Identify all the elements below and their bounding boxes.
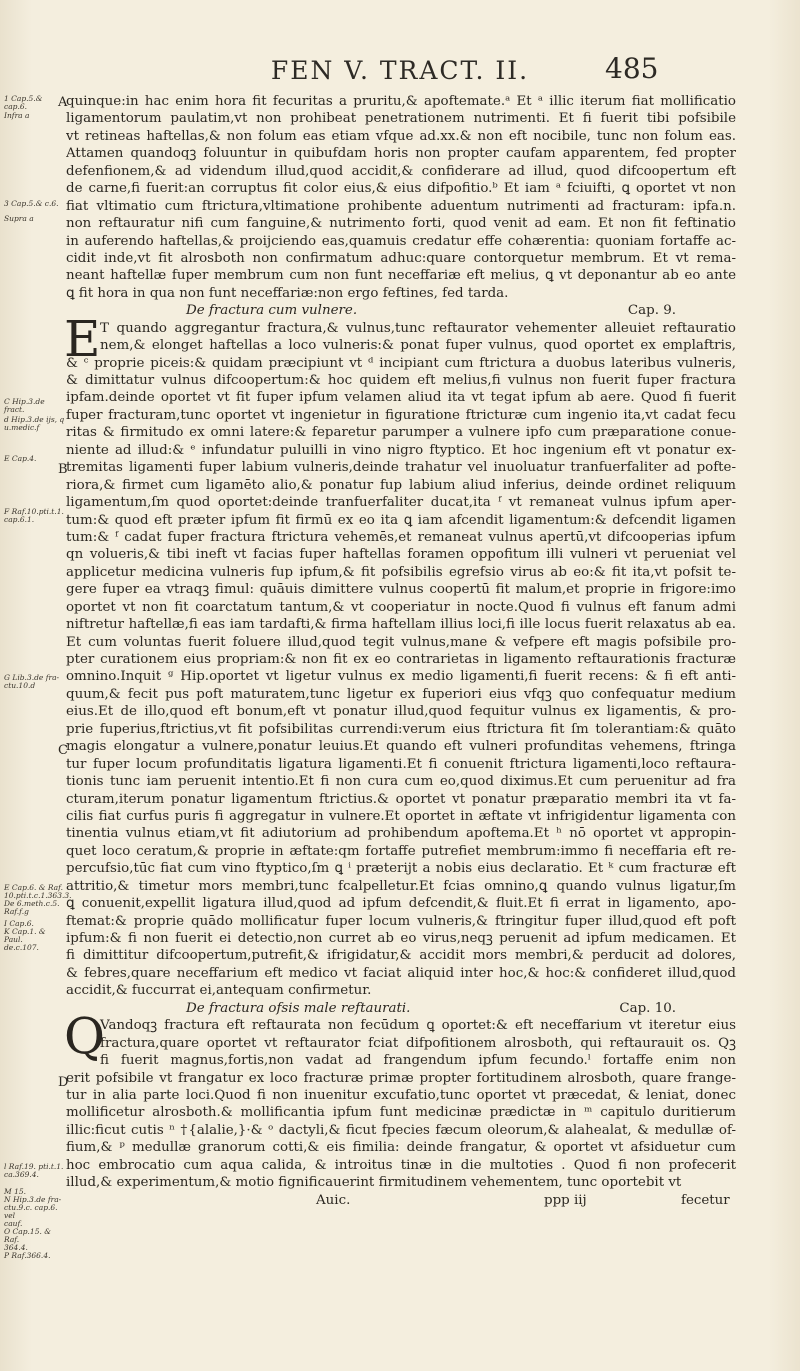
margin-note: d Hip.3.de ijs, q u.medic.f <box>4 415 65 432</box>
text-line: neant haftellæ fuper membrum cum non funt neceffariæ eft melius, ꝗ vt deponantur ab eo ante <box>66 268 736 284</box>
text-line: magis elongatur a vulnere,ponatur leuius.Et quando eft vulneri profunditas vehemens, ftringa <box>66 739 736 755</box>
text-line: Et cum voluntas fuerit foluere illud,quod tegit vulnus,mane & vefpere eft magis pofsibile pro- <box>66 634 736 650</box>
text-line: & dimittatur vulnus difcoopertum:& hoc quidem eft melius,fi vulnus non fuerit fuper fractura <box>66 373 736 388</box>
margin-note: I Cap.6. K Cap.1. & Paul. de.c.107. <box>4 919 46 952</box>
drop-initial: E <box>64 309 101 368</box>
text-line: ipfam.deinde oportet vt fit fuper ipfum velamen aliud ita vt tegat ipfum ab aere. Quod fi fuerit <box>66 390 736 406</box>
text-line: tum:& ᶠ cadat fuper fractura ftrictura vehemēs,et remaneat vulnus apertū,vt difcooperias ipfum <box>66 529 736 545</box>
text-line: vt retineas haftellas,& non folum eas etiam vfque ad.xx.& non eft nocibile, tunc non folum eas. <box>66 128 736 144</box>
text-line: eius.Et de illo,quod eft bonum,eft vt ponatur illud,quod fequitur vulnus ex ligamentis, & pro- <box>66 704 736 720</box>
text-line: & ᶜ proprie piceis:& quidam præcipiunt vt ᵈ incipiant cum ftrictura a duobus lateribus vulneris, <box>66 355 736 371</box>
drop-initial: Q <box>64 1007 105 1066</box>
text-line: Vandoqꝫ fractura eft reftaurata non fecūdum ꝗ oportet:& eft neceffarium vt iteretur eius <box>100 1018 736 1034</box>
text-line: tum:& quod eft præter ipfum fit firmū ex eo ita ꝗ iam afcendit ligamentum:& defcendit ligamen <box>66 512 736 528</box>
text-line: tremitas ligamenti fuper labium vulneris,deinde trahatur vel inuoluatur tranfuerfaliter ad pofte- <box>66 460 736 476</box>
text-line: gere fuper ea vtraqꝫ fimul: quāuis dimittere vulnus coopertū fit malum,et proprie in frigore:imo <box>66 582 736 598</box>
text-line: tur in alia parte loci.Quod fi non inuenitur excufatio,tunc oportet vt præcedat, & leniat, donec <box>66 1087 736 1103</box>
text-line: illud,& experimentum,& motio fignificauerint firmitudinem vehementem, tunc oportebit vt <box>66 1175 682 1191</box>
chapter-heading-10 <box>66 1000 736 1017</box>
margin-note: F Raf.10.pti.t.1. cap.6.1. <box>4 507 64 524</box>
text-line: prie fuperius,ftrictius,vt fit pofsibilitas currendi:verum eius ftrictura fit ſm tolerantiam:& quāto <box>66 721 736 737</box>
chapter-heading-9 <box>66 302 736 319</box>
margin-note: 3 Cap.5.& c.6. <box>4 199 59 208</box>
text-line: cilis fiat curfus puris fi aggregatur in vulnere.Et oportet in æftate vt infrigidentur ligamenta con <box>66 808 736 824</box>
text-line: in auferendo haftellas,& proijciendo eas,quamuis credatur effe cohærentia: quoniam fortaffe ac- <box>66 233 736 249</box>
signature-mark: ppp iij <box>544 1192 587 1208</box>
text-line: ꝗ conuenit,expellit ligatura illud,quod ad ipfum defcendit,& fluit.Et fi errat in ligamento, apo- <box>66 896 736 912</box>
text-line: erit pofsibile vt frangatur ex loco fracturæ primæ propter fortitudinem alrosboth, quare frange- <box>66 1070 736 1086</box>
text-line: cidit inde,vt fit alrosboth non confirmatum adhuc:quare contorquetur membrum. Et vt rema- <box>66 250 736 266</box>
text-line: quinque:in hac enim hora fit fecuritas a pruritu,& apoftemate.ᵃ Et ᵃ illic iterum fiat mollificatio <box>66 94 736 109</box>
page-number: 485 <box>605 52 659 85</box>
margin-note: l Raf.19. pti.t.1. ca.369.4. <box>4 1162 64 1179</box>
text-line: ftemat:& proprie quādo mollificatur fuper locum vulneris,& ftringitur fuper illud,quod eft poft <box>66 913 736 929</box>
text-line: riora,& firmet cum ligamēto alio,& ponatur fup labium aliud inferius, deinde ordinet reliquum <box>66 477 736 493</box>
text-line: defenfionem,& ad videndum illud,quod accidit,& confiderare ad illud, quod difcoopertum eft <box>66 163 736 179</box>
text-line: fiat vltimatio cum ftrictura,vltimatione prohibente aduentum nutrimenti ad fracturam: ipfa.n. <box>66 198 736 214</box>
text-line: mollificetur alrosboth.& mollificantia ipfum funt medicinæ prædictæ in ᵐ capitulo duritierum <box>66 1105 736 1121</box>
section-letter: D <box>58 1075 69 1090</box>
margin-notes <box>0 0 72 1371</box>
chapter-title: De fractura cum vulnere. <box>186 303 358 319</box>
text-line: Attamen quandoqꝫ foluuntur in quibufdam horis non propter caufam apparentem, fed propter <box>66 146 736 162</box>
text-line: niftretur haftellæ,fi eas iam tardafti,& firma haftellam illius loci,fi ille locus fuerit relaxatus ab ea. <box>66 617 736 633</box>
text-line: percufsio,tūc fiat cum vino ftyptico,ſm ꝗ ⁱ præterijt a nobis eius declaratio. Et ᵏ cum fracturæ eft <box>66 861 736 877</box>
paragraph-1 <box>66 93 736 302</box>
text-line: attritio,& timetur mors membri,tunc fcalpelletur.Et fcias omnino,ꝗ quando vulnus ligatur,ſm <box>66 878 736 894</box>
text-line: de carne,fi fuerit:an corruptus fit color eius,& eius difpofitio.ᵇ Et iam ᵃ fciuifti, ꝗ oportet vt non <box>66 181 736 197</box>
chapter-number: Cap. 9. <box>627 303 676 319</box>
section-letter: A <box>58 95 68 110</box>
text-line: nem,& elonget haftellas a loco vulneris:& ponat fuper vulnus, quod oportet ex emplaftris, <box>100 338 736 354</box>
text-line: quet loco ceratum,& proprie in æftate:qm fortaffe putrefiet membrum:immo fi neceffaria eft re- <box>66 843 736 859</box>
catchline <box>66 1192 736 1209</box>
text-line: applicetur medicina vulneris fup ipfum,& fit pofsibilis egrefsio virus ab eo:& fit ita,vt pofsit te- <box>66 564 736 580</box>
text-line: niente ad illud:& ᵉ infundatur puluilli in vino nigro ftyptico. Et hoc ingenium eft vt ponatur ex- <box>66 442 736 458</box>
text-line: accidit,& fuccurrat ei,antequam confirmetur. <box>66 983 372 999</box>
text-line: fi fuerit magnus,fortis,non vadat ad frangendum ipfum fecundo.ˡ fortaffe enim non <box>100 1053 736 1069</box>
text-line: illic:ficut cutis ⁿ †{alalie,}·& ᵒ dactyli,& ficut fpecies fæcum oleorum,& alahealat, & medullæ of- <box>66 1122 736 1138</box>
text-line: tionis tunc iam peruenit intentio.Et fi non cura cum eo,quod diximus.Et cum peruenitur ad fra <box>66 774 736 790</box>
page-header <box>0 52 800 92</box>
catchline-word: Auic. <box>316 1192 351 1208</box>
chapter-title: De fractura ofsis male reftaurati. <box>186 1000 411 1016</box>
text-line: ꝗ fit hora in qua non funt neceffariæ:non ergo feftines, fed tarda. <box>66 285 509 301</box>
text-line: & febres,quare neceffarium eft medico vt faciat aliquid inter hoc,& hoc:& confideret illud,quod <box>66 965 736 981</box>
text-line: fuper fracturam,tunc oportet vt ingenietur in figuratione ftricturæ cum ingenio ita,vt cadat fecu <box>66 407 736 423</box>
text-line: ligamentorum paulatim,vt non prohibeat penetrationem nutrimenti. Et fi fuerit tibi pofsibile <box>66 111 736 127</box>
text-line: fractura,quare oportet vt reftaurator fciat difpofitionem alrosboth, qui reftaurauit os. Qꝫ <box>100 1035 736 1051</box>
text-line: tinentia vulnus etiam,vt fit adiutorium ad prohibendum apoftema.Et ʰ nō oportet vt appropin- <box>66 826 736 842</box>
margin-note: E Cap.6. & Raf. 10.pti.t.c.1.363.3. De 6.meth.c.5. Raf.f.g <box>4 883 72 916</box>
text-line: fium,& ᵖ medullæ granorum cotti,& eis fimilia: deinde frangatur, & oportet vt afsiduetur cum <box>66 1140 736 1156</box>
text-line: T quando aggregantur fractura,& vulnus,tunc reftaurator vehementer alleuiet reftauratio <box>100 320 736 336</box>
running-head: FEN V. TRACT. II. <box>270 56 530 85</box>
text-line: pter curationem eius propriam:& non fit ex eo contrarietas in ligamento reftaurationis fracturæ <box>66 652 736 667</box>
section-letter: C <box>58 743 68 758</box>
chapter-number: Cap. 10. <box>619 1000 676 1016</box>
margin-note: 1 Cap.5.& cap.6. <box>4 94 43 111</box>
text-line: hoc embrocatio cum aqua calida, & introitus tinæ in die multoties . Quod fi non profecerit <box>66 1157 736 1173</box>
section-letter: B <box>58 462 68 477</box>
text-line: quum,& fecit pus poft maturatem,tunc ligetur ex fuperiori eius vfqꝫ quo confequatur medium <box>66 686 736 702</box>
text-line: tur fuper locum profunditatis ligatura ligamenti.Et fi conuenit ftrictura ligamenti,loco reftaura- <box>66 756 736 772</box>
margin-note: Supra a <box>4 214 34 223</box>
text-line: ligamentum,ſm quod oportet:deinde tranfuerfaliter ducat,ita ᶠ vt remaneat vulnus ipfum aper- <box>66 495 736 511</box>
text-line: qn volueris,& tibi ineft vt facias fuper haftellas foramen oppofitum illi vulneri vt perueniat vel <box>66 547 736 563</box>
margin-note: G Lib.3.de fra- ctu.10.d <box>4 673 60 690</box>
catchword: fecetur <box>681 1192 730 1208</box>
margin-note: M 15. N Hip.3.de fra- ctu.9.c. cap.6. vel cauf. O Cap.15. & Raf. 364.4. P Raf.366.4. <box>4 1187 62 1260</box>
text-line: ipfum:& fi non fuerit ei detectio,non curret ab eo virus,neqꝫ peruenit ad ipfum medicamen. Et <box>66 931 736 946</box>
text-line: cturam,iterum ponatur ligamentum ftrictius.& oportet vt ponatur præparatio membri ita vt fa- <box>66 791 736 807</box>
text-line: ritas & firmitudo ex omni latere:& feparetur parumper a vulnere ipfo cum præparatione conue- <box>66 425 736 441</box>
text-line: fi dimittitur difcoopertum,putrefit,& ifrigidatur,& accidit mors membri,& perducit ad dolores, <box>66 948 736 964</box>
margin-note: E Cap.4. <box>4 454 37 463</box>
text-line: oportet vt non fit coarctatum tantum,& vt cooperiatur in nocte.Quod fi vulnus eft fanum admi <box>66 599 736 615</box>
margin-note: Infra a <box>4 111 30 120</box>
text-line: omnino.Inquit ᵍ Hip.oportet vt ligetur vulnus ex medio ligamenti,fi fuerit recens: & fi eft anti- <box>66 669 736 685</box>
main-text <box>58 93 736 1209</box>
margin-note: C Hip.3.de fract. <box>4 397 45 414</box>
text-line: non reftauratur nifi cum fanguine,& nutrimento forti, quod venit ad eam. Et non fit feftinatio <box>66 216 736 232</box>
